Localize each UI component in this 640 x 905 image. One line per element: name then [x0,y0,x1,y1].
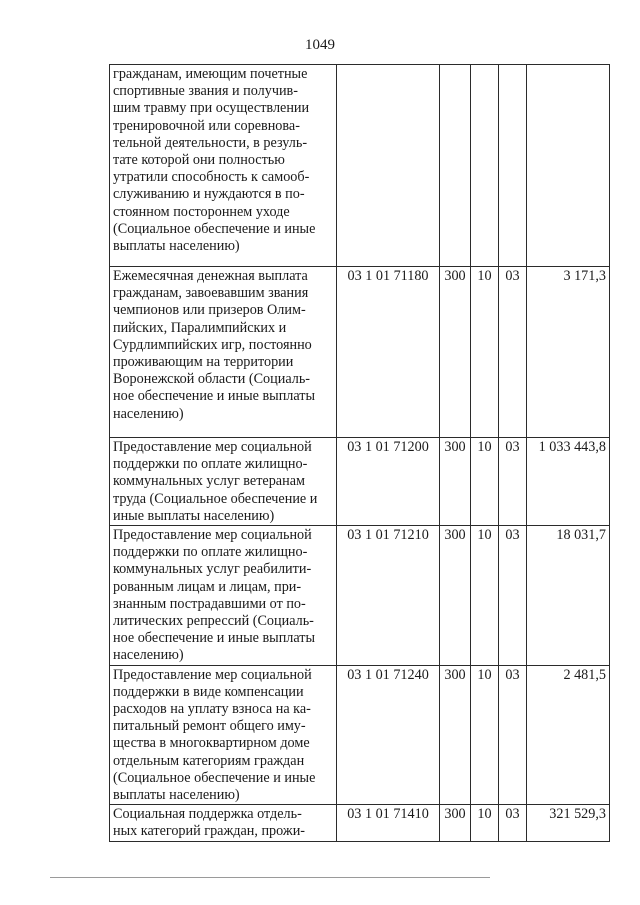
amount-cell: 321 529,3 [527,805,610,841]
expense-name-line: ное обеспечение и иные выплаты [113,630,316,647]
table-row [110,526,610,666]
section-cell: 10 [471,805,499,841]
expense-name-line: проживающим на территории [113,354,294,371]
expense-type-cell: 300 [440,267,471,438]
expense-name-line: Предоставление мер социальной [113,666,312,683]
expense-name-cell [110,665,337,805]
target-article-code-cell: 03 1 01 71410 [337,805,440,841]
expense-name-line: утратили способность к самооб- [113,169,310,186]
target-article-code-cell: 03 1 01 71240 [337,665,440,805]
expense-type-cell: 300 [440,526,471,666]
subsection-cell: 03 [499,526,527,666]
expense-type-cell [440,65,471,267]
page-number: 1049 [305,37,335,53]
expense-name-line: гражданам, завоевавшим звания [113,285,309,302]
target-article-code-cell: 03 1 01 71210 [337,526,440,666]
amount-cell: 2 481,5 [527,665,610,805]
subsection-cell: 03 [499,665,527,805]
expense-type-cell: 300 [440,805,471,841]
amount-cell: 1 033 443,8 [527,438,610,526]
expense-name-cell [110,65,337,267]
expense-name-line: щества в многоквартирном доме [113,735,310,752]
expense-name-line: спортивные звания и получив- [113,83,298,100]
subsection-cell: 03 [499,805,527,841]
expense-type-cell: 300 [440,665,471,805]
expense-name-line: чемпионов или призеров Олим- [113,302,306,319]
expense-name-line: выплаты населению) [113,238,240,255]
expense-name-line: (Социальное обеспечение и иные [113,220,316,237]
expense-name-line: Предоставление мер социальной [113,527,312,544]
target-article-code-cell: 03 1 01 71200 [337,438,440,526]
section-cell: 10 [471,438,499,526]
section-cell: 10 [471,267,499,438]
expense-name-line: населению) [113,647,184,664]
table-row [110,267,610,438]
subsection-cell: 03 [499,438,527,526]
expense-name-line: тате которой они полностью [113,152,285,169]
expense-name-line: коммунальных услуг ветеранам [113,473,305,490]
table-row [110,65,610,267]
expense-name-line: шим травму при осуществлении [113,100,310,117]
expense-name-line: литических репрессий (Социаль- [113,613,314,630]
expense-name-cell [110,267,337,438]
subsection-cell [499,65,527,267]
expense-name-line: поддержки по оплате жилищно- [113,456,308,473]
expense-name-line: поддержки в виде компенсации [113,683,304,700]
expense-name-line: Предоставление мер социальной [113,439,312,455]
section-cell: 10 [471,665,499,805]
expense-name-line: служиванию и нуждаются в по- [113,186,305,203]
amount-cell [527,65,610,267]
table-row [110,805,610,841]
subsection-cell: 03 [499,267,527,438]
expense-name-line: питальный ремонт общего иму- [113,718,306,735]
expense-name-cell [110,438,337,526]
expense-name-line: иные выплаты населению) [113,507,275,524]
expense-name-line: ное обеспечение и иные выплаты [113,388,316,405]
expense-name-line: знанным пострадавшими от по- [113,595,306,612]
expense-name-line: пийских, Паралимпийских и [113,319,287,336]
expense-name-line: стоянном постороннем уходе [113,203,290,220]
expense-name-line: расходов на уплату взноса на ка- [113,701,311,718]
target-article-code-cell [337,65,440,267]
expense-type-cell: 300 [440,438,471,526]
expense-name-line: Социальная поддержка отдель- [113,806,302,823]
expense-name-line: Воронежской области (Социаль- [113,371,311,388]
expense-name-cell [110,805,337,841]
footer-rule [50,877,490,878]
expense-name-line: выплаты населению) [113,787,240,804]
expense-name-line: тельной деятельности, в резуль- [113,134,308,151]
amount-cell: 3 171,3 [527,267,610,438]
section-cell [471,65,499,267]
expense-name-line: труда (Социальное обеспечение и [113,490,318,507]
table-row [110,665,610,805]
expense-name-cell [110,526,337,666]
section-cell: 10 [471,526,499,666]
target-article-code-cell: 03 1 01 71180 [337,267,440,438]
expense-name-line: гражданам, имеющим почетные [113,66,308,82]
expense-name-line: населению) [113,405,184,422]
expense-name-line: поддержки по оплате жилищно- [113,544,308,561]
expense-name-line: ных категорий граждан, прожи- [113,823,306,840]
expense-name-line: Ежемесячная денежная выплата [113,268,308,284]
expense-name-line: (Социальное обеспечение и иные [113,769,316,786]
expense-name-line: рованным лицам и лицам, при- [113,578,302,595]
amount-cell: 18 031,7 [527,526,610,666]
budget-table [109,64,610,842]
expense-name-line: коммунальных услуг реабилити- [113,561,312,578]
expense-name-line: Сурдлимпийских игр, постоянно [113,336,312,353]
expense-name-line: тренировочной или соревнова- [113,117,300,134]
expense-name-line: отдельным категориям граждан [113,752,305,769]
table-row [110,438,610,526]
